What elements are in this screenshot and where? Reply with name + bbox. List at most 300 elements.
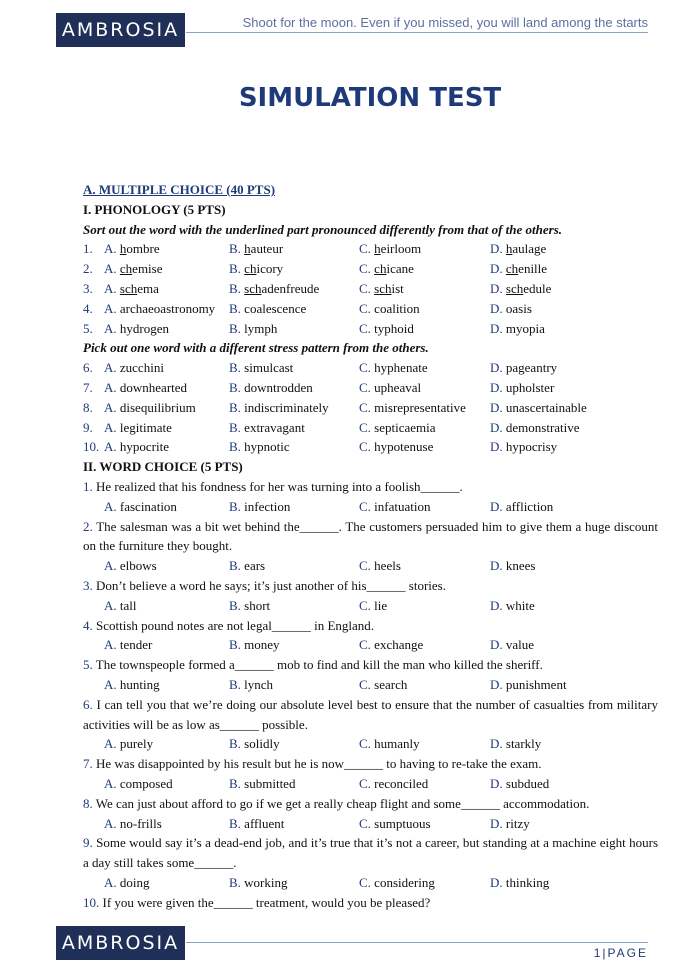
- underlined-part: sch: [505, 280, 524, 296]
- option-letter: B.: [229, 241, 241, 257]
- option-letter: A.: [104, 558, 117, 574]
- answer-option: [490, 378, 554, 398]
- option-letter: A.: [104, 419, 117, 435]
- question-stem: If you were given the______ treatment, would you be pleased?: [102, 894, 431, 910]
- answer-option: [229, 279, 319, 299]
- answer-option: [490, 358, 557, 378]
- option-letter: C.: [359, 558, 371, 574]
- option-letter: B.: [229, 815, 241, 831]
- option-word: disequilibrium: [119, 399, 196, 415]
- question-number: 10.: [83, 894, 100, 910]
- option-letter: C.: [359, 360, 371, 376]
- underlined-part: h: [244, 241, 251, 257]
- question-stem: We can just about afford to go if we get a really cheap flight and some______ accommodation.: [95, 795, 590, 811]
- stress-instruction: Pick out one word with a different stress pattern from the others.: [83, 340, 429, 356]
- option-letter: D.: [490, 874, 503, 890]
- answer-option: [359, 299, 420, 319]
- question-number: 2.: [83, 261, 93, 277]
- option-word: tall: [119, 597, 137, 613]
- option-letter: B.: [229, 558, 241, 574]
- answer-option: [104, 873, 150, 893]
- answer-option: [229, 774, 295, 794]
- answer-option: [490, 299, 532, 319]
- option-letter: C.: [359, 280, 371, 296]
- option-letter: B.: [229, 498, 241, 514]
- option-letter: A.: [104, 300, 117, 316]
- option-letter: D.: [490, 280, 503, 296]
- option-word: lie: [374, 597, 388, 613]
- option-letter: D.: [490, 439, 503, 455]
- answer-option: [490, 556, 536, 576]
- option-letter: A.: [104, 736, 117, 752]
- option-word: no-frills: [119, 815, 162, 831]
- option-letter: B.: [229, 597, 241, 613]
- option-letter: C.: [359, 439, 371, 455]
- option-letter: A.: [104, 775, 117, 791]
- option-letter: A.: [104, 676, 117, 692]
- answer-option: [229, 418, 305, 438]
- answer-option: [359, 437, 433, 457]
- question-number: 4.: [83, 300, 93, 316]
- option-letter: C.: [359, 320, 371, 336]
- option-word: thinking: [505, 874, 550, 890]
- option-word: infatuation: [374, 498, 431, 514]
- question-number: 1.: [83, 241, 93, 257]
- option-letter: C.: [359, 775, 371, 791]
- answer-option: [359, 239, 421, 259]
- option-letter: D.: [490, 676, 503, 692]
- answer-option: [490, 279, 551, 299]
- option-word-rest: enille: [518, 261, 548, 277]
- question-stem: I can tell you that we’re doing our absolute level best to ensure that the number of casualties from military activities will be as low as______ possible.: [83, 696, 658, 732]
- option-word: search: [374, 676, 408, 692]
- answer-row: [83, 675, 658, 695]
- option-word: subdued: [505, 775, 550, 791]
- answer-option: [104, 319, 169, 339]
- question-number: 8.: [83, 399, 93, 415]
- answer-row: [83, 596, 658, 616]
- answer-option: [229, 299, 306, 319]
- option-word: coalition: [374, 300, 420, 316]
- option-word: heels: [374, 558, 401, 574]
- option-word: misrepresentative: [374, 399, 466, 415]
- option-letter: D.: [490, 815, 503, 831]
- underlined-part: ch: [374, 261, 387, 277]
- answer-option: [104, 358, 164, 378]
- option-word: zucchini: [119, 360, 164, 376]
- option-letter: A.: [104, 320, 117, 336]
- answer-option: [490, 675, 567, 695]
- question-row: [83, 319, 658, 339]
- question-row: [83, 398, 658, 418]
- question-number: 5.: [83, 657, 93, 673]
- answer-option: [104, 556, 157, 576]
- answer-option: [490, 497, 553, 517]
- option-letter: B.: [229, 300, 241, 316]
- question-stem: Scottish pound notes are not legal______ in England.: [96, 617, 375, 633]
- option-word: downtrodden: [244, 379, 313, 395]
- answer-option: [490, 596, 535, 616]
- question-text: [83, 477, 658, 497]
- answer-option: [104, 814, 162, 834]
- underlined-part: sch: [119, 280, 138, 296]
- option-letter: A.: [104, 379, 117, 395]
- option-word: submitted: [244, 775, 296, 791]
- answer-option: [490, 418, 580, 438]
- answer-option: [359, 814, 431, 834]
- option-word: hunting: [119, 676, 160, 692]
- question-number: 1.: [83, 478, 93, 494]
- option-letter: A.: [104, 874, 117, 890]
- option-word: ritzy: [505, 815, 530, 831]
- option-word: downhearted: [119, 379, 188, 395]
- option-word: unascertainable: [505, 399, 587, 415]
- option-letter: A.: [104, 280, 117, 296]
- header-slogan: Shoot for the moon. Even if you missed, you will land among the starts: [242, 15, 648, 30]
- question-text: [83, 695, 658, 735]
- option-letter: D.: [490, 637, 503, 653]
- option-word: upheaval: [374, 379, 422, 395]
- option-letter: C.: [359, 498, 371, 514]
- answer-option: [104, 734, 153, 754]
- question-number: 8.: [83, 795, 93, 811]
- question-number: 7.: [83, 756, 93, 772]
- answer-option: [229, 734, 280, 754]
- option-letter: D.: [490, 775, 503, 791]
- answer-row: [83, 556, 658, 576]
- option-word: hyphenate: [374, 360, 428, 376]
- answer-option: [359, 556, 401, 576]
- answer-option: [229, 873, 288, 893]
- option-word: hypotenuse: [374, 439, 434, 455]
- question-stem: He realized that his fondness for her was turning into a foolish______.: [96, 478, 463, 494]
- option-letter: A.: [104, 439, 117, 455]
- answer-option: [229, 398, 329, 418]
- option-letter: A.: [104, 637, 117, 653]
- option-word: upholster: [505, 379, 555, 395]
- option-word-rest: eirloom: [380, 241, 422, 257]
- question-row: [83, 259, 658, 279]
- underlined-part: sch: [374, 280, 392, 296]
- test-content: [83, 180, 658, 912]
- option-word: hypocrisy: [505, 439, 558, 455]
- answer-option: [104, 635, 152, 655]
- answer-option: [229, 814, 284, 834]
- underlined-part: ch: [244, 261, 257, 277]
- option-word: tender: [119, 637, 153, 653]
- answer-option: [359, 279, 404, 299]
- answer-option: [104, 596, 137, 616]
- answer-row: [83, 497, 658, 517]
- answer-option: [490, 774, 549, 794]
- answer-option: [104, 398, 196, 418]
- answer-option: [359, 774, 428, 794]
- footer-divider: [186, 942, 648, 943]
- page-number: 1|PAGE: [593, 946, 648, 960]
- option-letter: B.: [229, 280, 241, 296]
- question-number: 3.: [83, 577, 93, 593]
- option-letter: B.: [229, 320, 241, 336]
- answer-option: [359, 596, 387, 616]
- answer-option: [359, 675, 407, 695]
- option-letter: D.: [490, 419, 503, 435]
- answer-option: [104, 299, 215, 319]
- answer-row: [83, 635, 658, 655]
- answer-option: [229, 556, 265, 576]
- option-word: lymph: [244, 320, 278, 336]
- underlined-part: h: [505, 241, 513, 257]
- option-word: fascination: [119, 498, 177, 514]
- option-word: archaeoastronomy: [119, 300, 216, 316]
- word-choice-questions: [83, 477, 658, 913]
- option-letter: B.: [229, 399, 241, 415]
- option-word: short: [244, 597, 271, 613]
- answer-row: [83, 734, 658, 754]
- question-number: 4.: [83, 617, 93, 633]
- option-word: demonstrative: [505, 419, 580, 435]
- answer-row: [83, 873, 658, 893]
- answer-option: [104, 239, 160, 259]
- option-letter: C.: [359, 815, 371, 831]
- option-letter: D.: [490, 379, 503, 395]
- answer-option: [229, 635, 280, 655]
- answer-option: [229, 675, 273, 695]
- option-word-rest: ombre: [126, 241, 160, 257]
- option-word-rest: ist: [391, 280, 404, 296]
- option-letter: A.: [104, 241, 117, 257]
- answer-option: [359, 873, 435, 893]
- option-word: hypnotic: [244, 439, 290, 455]
- option-letter: B.: [229, 775, 241, 791]
- option-word: septicaemia: [374, 419, 436, 435]
- answer-option: [359, 358, 428, 378]
- option-word: myopia: [505, 320, 545, 336]
- option-letter: D.: [490, 736, 503, 752]
- answer-option: [229, 378, 313, 398]
- option-word: solidly: [244, 736, 280, 752]
- option-letter: D.: [490, 498, 503, 514]
- answer-option: [359, 259, 414, 279]
- answer-option: [104, 259, 163, 279]
- option-letter: C.: [359, 874, 371, 890]
- question-text: [83, 833, 658, 873]
- option-word: extravagant: [244, 419, 305, 435]
- question-number: 9.: [83, 835, 93, 851]
- question-stem: The salesman was a bit wet behind the______. The customers persuaded him to give them a huge discount on the furniture they bought.: [83, 518, 659, 554]
- question-number: 7.: [83, 379, 93, 395]
- option-word: hydrogen: [119, 320, 169, 336]
- answer-option: [229, 259, 283, 279]
- option-word: sumptuous: [374, 815, 431, 831]
- answer-option: [359, 319, 414, 339]
- option-letter: B.: [229, 736, 241, 752]
- question-row: [83, 279, 658, 299]
- option-letter: A.: [104, 498, 117, 514]
- option-word: affliction: [505, 498, 554, 514]
- option-word: ears: [244, 558, 266, 574]
- option-word: composed: [119, 775, 173, 791]
- option-word: elbows: [119, 558, 157, 574]
- option-letter: B.: [229, 360, 241, 376]
- option-word: hypocrite: [119, 439, 169, 455]
- answer-option: [104, 675, 160, 695]
- option-letter: B.: [229, 676, 241, 692]
- answer-row: [83, 774, 658, 794]
- word-choice-heading: II. WORD CHOICE (5 PTS): [83, 459, 243, 475]
- option-letter: D.: [490, 261, 503, 277]
- underlined-part: h: [374, 241, 381, 257]
- answer-option: [104, 279, 159, 299]
- option-word-rest: icory: [256, 261, 284, 277]
- option-letter: B.: [229, 874, 241, 890]
- answer-option: [229, 358, 293, 378]
- option-letter: D.: [490, 320, 503, 336]
- question-text: [83, 576, 658, 596]
- option-word: typhoid: [374, 320, 414, 336]
- option-word: humanly: [374, 736, 420, 752]
- option-word: coalescence: [244, 300, 307, 316]
- section-a-heading: A. MULTIPLE CHOICE (40 PTS): [83, 182, 276, 197]
- question-number: 9.: [83, 419, 93, 435]
- answer-option: [104, 378, 187, 398]
- header-logo: AMBROSIA: [56, 13, 185, 47]
- option-letter: C.: [359, 300, 371, 316]
- answer-option: [490, 437, 557, 457]
- question-stem: Some would say it’s a dead-end job, and it’s true that it’s not a career, but standing at a machine eight hours a day still takes some______.: [83, 835, 659, 871]
- question-number: 2.: [83, 518, 93, 534]
- question-number: 6.: [83, 696, 93, 712]
- option-word: considering: [374, 874, 435, 890]
- option-letter: C.: [359, 241, 371, 257]
- question-number: 6.: [83, 360, 93, 376]
- footer-logo: AMBROSIA: [56, 926, 185, 960]
- question-text: [83, 616, 658, 636]
- question-row: [83, 299, 658, 319]
- question-text: [83, 893, 658, 913]
- answer-option: [490, 398, 587, 418]
- option-word-rest: ema: [137, 280, 159, 296]
- question-text: [83, 754, 658, 774]
- option-letter: D.: [490, 597, 503, 613]
- page-title: SIMULATION TEST: [238, 83, 502, 113]
- answer-option: [359, 635, 423, 655]
- option-word: doing: [119, 874, 150, 890]
- answer-row: [83, 814, 658, 834]
- question-row: [83, 378, 658, 398]
- option-letter: D.: [490, 399, 503, 415]
- option-word: lynch: [244, 676, 274, 692]
- option-word: white: [505, 597, 535, 613]
- option-letter: A.: [104, 360, 117, 376]
- option-letter: C.: [359, 379, 371, 395]
- answer-option: [490, 814, 530, 834]
- option-word-rest: icane: [386, 261, 414, 277]
- option-word: working: [244, 874, 288, 890]
- question-row: [83, 239, 658, 259]
- answer-option: [229, 437, 290, 457]
- answer-option: [490, 259, 547, 279]
- option-word: affluent: [244, 815, 285, 831]
- option-letter: B.: [229, 637, 241, 653]
- answer-option: [359, 497, 431, 517]
- option-word-rest: aulage: [512, 241, 547, 257]
- question-row: [83, 418, 658, 438]
- answer-option: [229, 319, 277, 339]
- phonology-heading: I. PHONOLOGY (5 PTS): [83, 201, 226, 217]
- pronunciation-instruction: Sort out the word with the underlined part pronounced differently from that of the others.: [83, 221, 563, 237]
- option-word-rest: auteur: [250, 241, 284, 257]
- question-row: [83, 358, 658, 378]
- answer-option: [490, 239, 546, 259]
- answer-option: [490, 873, 549, 893]
- answer-option: [359, 734, 420, 754]
- option-word: punishment: [505, 676, 567, 692]
- answer-option: [359, 398, 466, 418]
- answer-option: [229, 497, 290, 517]
- option-word: oasis: [505, 300, 532, 316]
- option-letter: C.: [359, 399, 371, 415]
- pronunciation-questions: [83, 239, 658, 338]
- option-word: purely: [119, 736, 154, 752]
- option-letter: B.: [229, 439, 241, 455]
- option-letter: D.: [490, 241, 503, 257]
- answer-option: [104, 497, 177, 517]
- option-word: infection: [244, 498, 291, 514]
- question-stem: Don’t believe a word he says; it’s just another of his______ stories.: [96, 577, 446, 593]
- option-letter: C.: [359, 637, 371, 653]
- question-text: [83, 655, 658, 675]
- option-word: legitimate: [119, 419, 172, 435]
- question-stem: He was disappointed by his result but he is now______ to having to re-take the exam.: [96, 756, 542, 772]
- underlined-part: ch: [119, 261, 133, 277]
- question-number: 5.: [83, 320, 93, 336]
- question-text: [83, 517, 658, 557]
- option-letter: A.: [104, 597, 117, 613]
- option-letter: C.: [359, 736, 371, 752]
- answer-option: [104, 774, 173, 794]
- question-number: 10.: [83, 439, 100, 455]
- option-letter: C.: [359, 261, 371, 277]
- underlined-part: ch: [505, 261, 519, 277]
- question-number: 3.: [83, 280, 93, 296]
- option-letter: D.: [490, 360, 503, 376]
- option-word-rest: emise: [132, 261, 163, 277]
- option-word: indiscriminately: [244, 399, 329, 415]
- option-letter: A.: [104, 815, 117, 831]
- option-letter: C.: [359, 597, 371, 613]
- header-divider: [186, 32, 648, 33]
- underlined-part: h: [119, 241, 127, 257]
- option-word-rest: edule: [523, 280, 552, 296]
- answer-option: [490, 635, 534, 655]
- question-text: [83, 794, 658, 814]
- option-word: starkly: [505, 736, 542, 752]
- option-word: pageantry: [505, 360, 558, 376]
- option-letter: C.: [359, 676, 371, 692]
- answer-option: [104, 418, 172, 438]
- stress-questions: [83, 358, 658, 457]
- option-word: reconciled: [374, 775, 429, 791]
- answer-option: [490, 734, 541, 754]
- option-letter: A.: [104, 261, 117, 277]
- option-word: knees: [505, 558, 536, 574]
- answer-option: [229, 239, 283, 259]
- option-word: simulcast: [244, 360, 294, 376]
- question-row: [83, 437, 658, 457]
- option-letter: D.: [490, 558, 503, 574]
- underlined-part: sch: [244, 280, 262, 296]
- option-letter: C.: [359, 419, 371, 435]
